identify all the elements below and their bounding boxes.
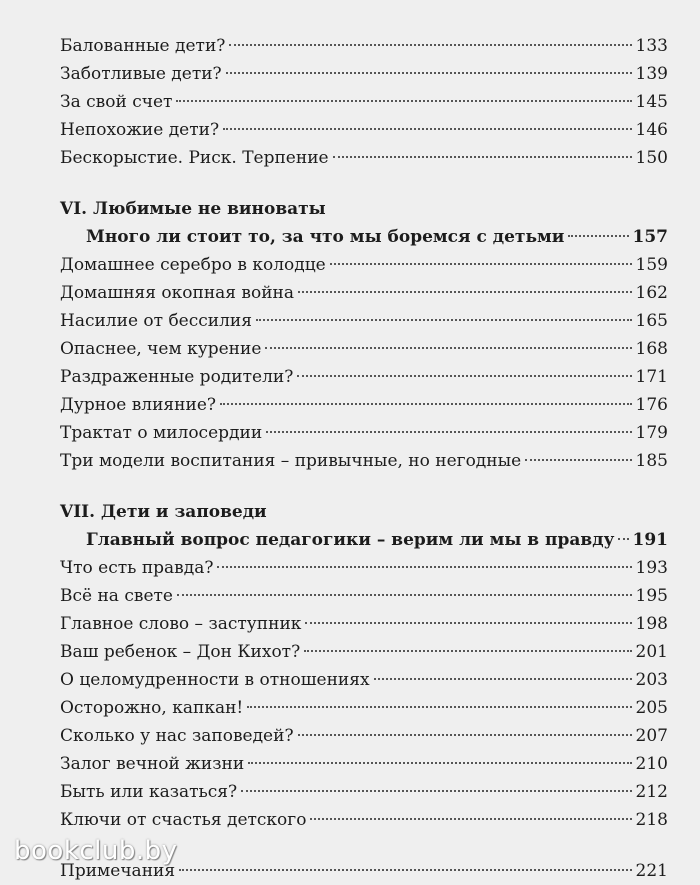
dot-leader [618,538,628,540]
toc-entry[interactable] [60,391,668,419]
toc-entry-page: 191 [632,530,668,550]
toc-entry[interactable] [60,60,668,88]
toc-entry-page: 168 [635,339,668,359]
table-of-contents [60,32,668,885]
toc-entry-title: Главный вопрос педагогики – верим ли мы в правду [86,530,615,550]
toc-entry-title: Трактат о милосердии [60,423,263,443]
toc-entry-title: Бескорыстие. Риск. Терпение [60,148,329,168]
toc-entry[interactable] [60,116,668,144]
toc-entry[interactable] [60,750,668,778]
toc-entry-title: Опаснее, чем курение [60,339,262,359]
dot-leader [266,431,631,433]
toc-entry-title: Много ли стоит то, за что мы боремся с детьми [86,227,565,247]
toc-entry-title: Залог вечной жизни [60,754,245,774]
dot-leader [247,706,631,708]
toc-entry-page: 133 [635,36,668,56]
toc-entry[interactable] [60,582,668,610]
toc-entry-title: Что есть правда? [60,558,214,578]
toc-entry-page: 171 [635,367,668,387]
toc-entry-page: 198 [635,614,668,634]
toc-entry-page: 201 [635,642,668,662]
toc-entry-page: 210 [635,754,668,774]
dot-leader [256,319,632,321]
dot-leader [220,403,632,405]
toc-entry-title: Домашнее серебро в колодце [60,255,326,275]
toc-entry-page: 203 [635,670,668,690]
dot-leader [179,869,631,871]
toc-entry-page: 207 [635,726,668,746]
dot-leader [229,44,631,46]
section-heading: VII. Дети и заповеди [60,502,267,522]
toc-entry-title: Насилие от бессилия [60,311,252,331]
dot-leader [568,235,628,237]
watermark-logo: bookclub.by [14,836,178,866]
toc-entry-page: 212 [635,782,668,802]
toc-entry-title: Раздраженные родители? [60,367,294,387]
toc-entry-title: Быть или казаться? [60,782,238,802]
toc-entry-title: За свой счет [60,92,173,112]
toc-entry[interactable] [60,694,668,722]
toc-entry[interactable] [60,363,668,391]
toc-entry-title: Главное слово – заступник [60,614,302,634]
toc-entry[interactable] [60,251,668,279]
toc-entry[interactable] [60,610,668,638]
dot-leader [374,678,632,680]
toc-entry[interactable] [60,88,668,116]
toc-entry-page: 221 [635,861,668,881]
toc-entry-page: 176 [635,395,668,415]
toc-entry-title: Дурное влияние? [60,395,216,415]
toc-entry-page: 150 [635,148,668,168]
dot-leader [177,594,632,596]
toc-entry[interactable] [60,279,668,307]
toc-entry-page: 139 [635,64,668,84]
toc-entry-title: Ключи от счастья детского [60,810,307,830]
toc-entry[interactable] [60,638,668,666]
toc-entry-title: Непохожие дети? [60,120,220,140]
toc-entry-page: 146 [635,120,668,140]
dot-leader [226,72,632,74]
toc-entry-page: 159 [635,255,668,275]
toc-lead-entry[interactable] [60,223,668,251]
toc-entry-page: 193 [635,558,668,578]
dot-leader [304,650,631,652]
dot-leader [333,156,632,158]
toc-entry[interactable] [60,32,668,60]
toc-entry[interactable] [60,806,668,834]
toc-entry-title: Заботливые дети? [60,64,222,84]
toc-entry-title: Всё на свете [60,586,173,606]
toc-entry[interactable] [60,144,668,172]
dot-leader [297,375,631,377]
toc-entry[interactable] [60,554,668,582]
dot-leader [305,622,631,624]
toc-entry-title: Примечания [60,861,176,881]
dot-leader [310,818,631,820]
toc-lead-entry[interactable] [60,526,668,554]
toc-entry[interactable] [60,307,668,335]
dot-leader [176,100,631,102]
dot-leader [217,566,631,568]
toc-entry-title: Балованные дети? [60,36,226,56]
toc-entry-page: 145 [635,92,668,112]
toc-entry-page: 218 [635,810,668,830]
toc-entry-page: 157 [632,227,668,247]
toc-entry-page: 179 [635,423,668,443]
toc-entry[interactable] [60,335,668,363]
toc-entry-page: 165 [635,311,668,331]
toc-entry-title: Три модели воспитания – привычные, но негодные [60,451,522,471]
section-heading: VI. Любимые не виноваты [60,199,326,219]
dot-leader [298,291,632,293]
dot-leader [298,734,632,736]
toc-entry[interactable] [60,666,668,694]
dot-leader [265,347,631,349]
toc-entry-title: Сколько у нас заповедей? [60,726,294,746]
dot-leader [248,762,631,764]
dot-leader [241,790,631,792]
toc-entry-title: Домашняя окопная война [60,283,295,303]
toc-entry[interactable] [60,778,668,806]
toc-entry-title: О целомудренности в отношениях [60,670,370,690]
toc-entry-page: 185 [635,451,668,471]
dot-leader [525,459,631,461]
toc-entry-title: Ваш ребенок – Дон Кихот? [60,642,301,662]
toc-entry-page: 162 [635,283,668,303]
toc-entry[interactable] [60,419,668,447]
dot-leader [330,263,632,265]
toc-entry[interactable] [60,722,668,750]
toc-entry[interactable] [60,447,668,475]
toc-entry-page: 195 [635,586,668,606]
toc-entry-title: Осторожно, капкан! [60,698,244,718]
dot-leader [223,128,631,130]
toc-entry-page: 205 [635,698,668,718]
